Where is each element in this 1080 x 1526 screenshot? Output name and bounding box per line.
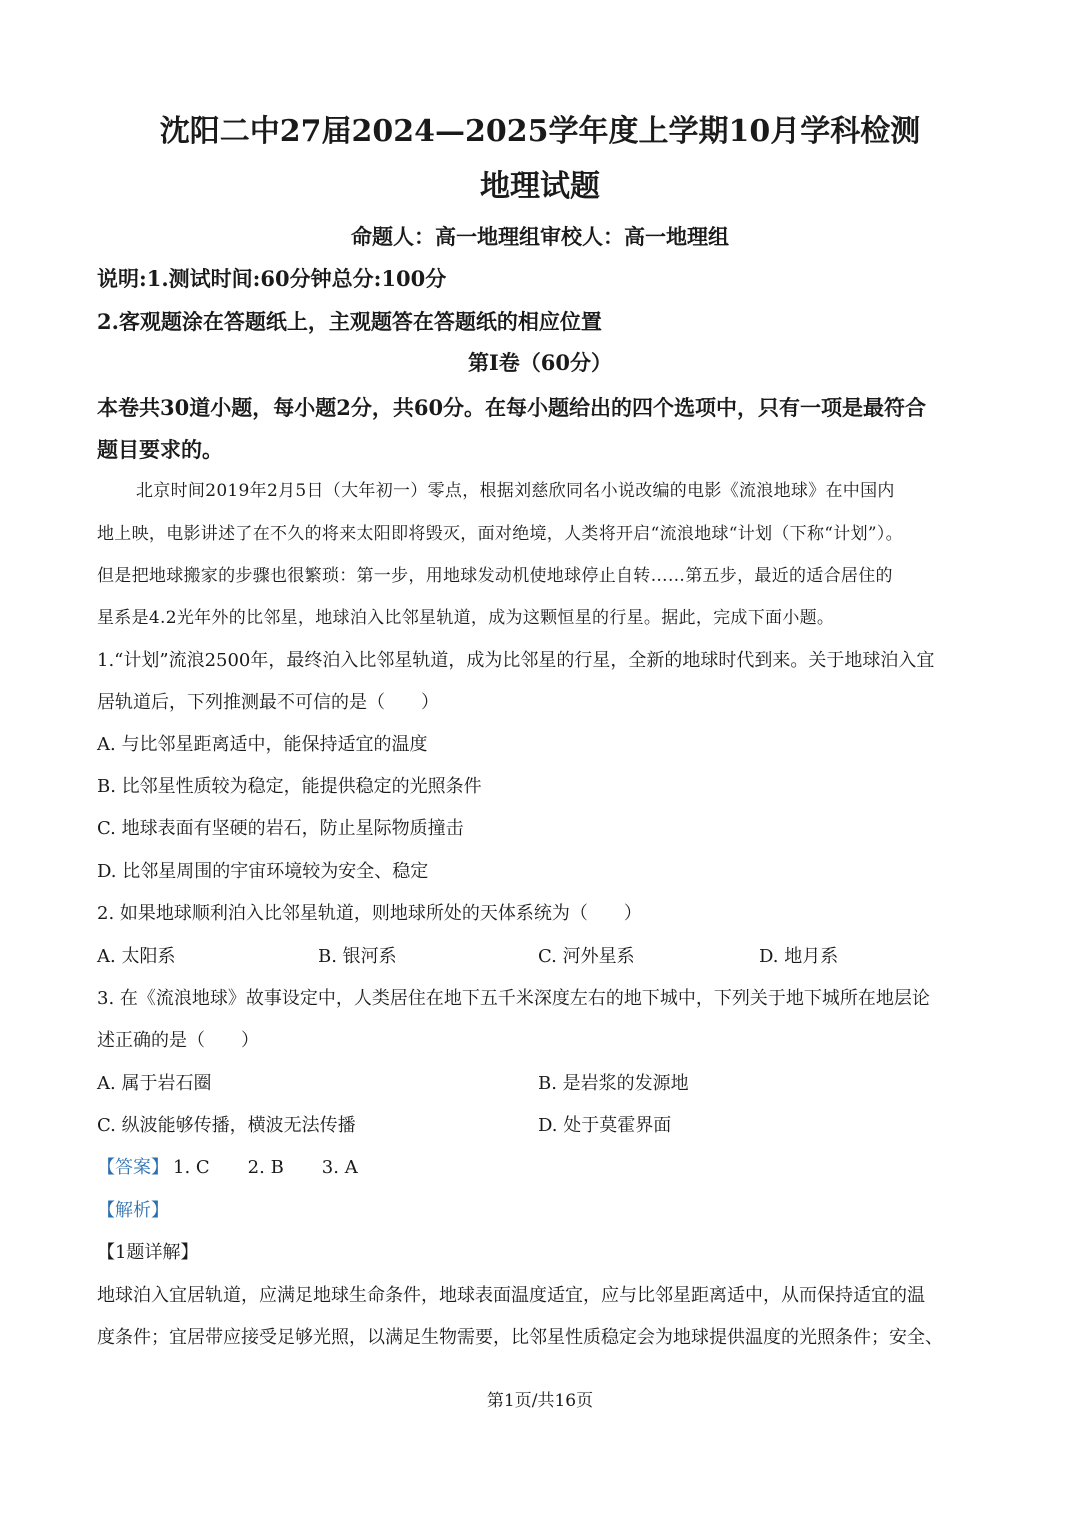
question-1-option-a: A. 与比邻星距离适中，能保持适宜的温度	[97, 734, 428, 755]
passage-line: 北京时间2019年2月5日（大年初一）零点，根据刘慈欣同名小说改编的电影《流浪地球》在中国内	[136, 481, 895, 501]
question-2-stem: 2. 如果地球顺利泊入比邻星轨道，则地球所处的天体系统为（ ）	[97, 903, 642, 924]
question-2-option-a: A. 太阳系	[97, 946, 176, 967]
answer-row	[97, 1159, 358, 1177]
exam-title: 沈阳二中27届2024—2025学年度上学期10月学科检测	[159, 114, 921, 149]
exam-subject-title: 地理试题	[480, 169, 600, 204]
question-3-stem: 述正确的是（ ）	[97, 1030, 259, 1051]
detail-tag: 【1题详解】	[97, 1242, 199, 1263]
answer-item: 1. C	[173, 1157, 210, 1178]
answer-item: 3. A	[321, 1157, 358, 1178]
detail-text-line: 度条件；宜居带应接受足够光照，以满足生物需要，比邻星性质稳定会为地球提供温度的光照条件；安全、	[97, 1327, 943, 1348]
passage-line: 地上映，电影讲述了在不久的将来太阳即将毁灭，面对绝境，人类将开启“流浪地球“计划（下称“计划”）。	[97, 524, 903, 544]
page-number: 第1页/共16页	[486, 1391, 594, 1411]
question-1-option-b: B. 比邻星性质较为稳定，能提供稳定的光照条件	[97, 776, 482, 797]
detail-text-line: 地球泊入宜居轨道，应满足地球生命条件，地球表面温度适宜，应与比邻星距离适中，从而保持适宜的温	[97, 1285, 925, 1306]
passage-line: 星系是4.2光年外的比邻星，地球泊入比邻星轨道，成为这颗恒星的行星。据此，完成下面小题。	[97, 608, 835, 628]
section-intro-line-2: 题目要求的。	[97, 437, 223, 462]
question-1-option-c: C. 地球表面有坚硬的岩石，防止星际物质撞击	[97, 818, 464, 839]
question-2-option-b: B. 银河系	[318, 946, 397, 967]
question-1-stem: 1.“计划”流浪2500年，最终泊入比邻星轨道，成为比邻星的行星，全新的地球时代到来。关于地球泊入宜	[97, 650, 935, 671]
question-2-option-c: C. 河外星系	[538, 946, 635, 967]
section-intro-line-1: 本卷共30道小题，每小题2分，共60分。在每小题给出的四个选项中，只有一项是最符合	[97, 395, 927, 420]
question-2-option-d: D. 地月系	[759, 946, 839, 967]
analysis-tag: 【解析】	[97, 1200, 169, 1221]
section-heading: 第I卷（60分）	[467, 350, 613, 375]
instruction-line-1: 说明:1.测试时间:60分钟总分:100分	[97, 266, 447, 291]
passage-line: 但是把地球搬家的步骤也很繁琐：第一步，用地球发动机使地球停止自转……第五步，最近的适合居住的	[97, 566, 893, 586]
question-3-option-d: D. 处于莫霍界面	[538, 1115, 672, 1136]
question-3-option-b: B. 是岩浆的发源地	[538, 1073, 689, 1094]
question-1-stem: 居轨道后，下列推测最不可信的是（ ）	[97, 692, 439, 713]
instruction-line-2: 2.客观题涂在答题纸上，主观题答在答题纸的相应位置	[97, 309, 602, 334]
exam-authors: 命题人：高一地理组审校人：高一地理组	[351, 224, 729, 249]
answer-item: 2. B	[247, 1157, 284, 1178]
answer-tag: 【答案】	[97, 1157, 169, 1178]
question-3-option-c: C. 纵波能够传播，横波无法传播	[97, 1115, 356, 1136]
question-3-stem: 3. 在《流浪地球》故事设定中，人类居住在地下五千米深度左右的地下城中，下列关于地下城所在地层论	[97, 988, 930, 1009]
question-1-option-d: D. 比邻星周围的宇宙环境较为安全、稳定	[97, 861, 429, 882]
question-3-option-a: A. 属于岩石圈	[97, 1073, 212, 1094]
